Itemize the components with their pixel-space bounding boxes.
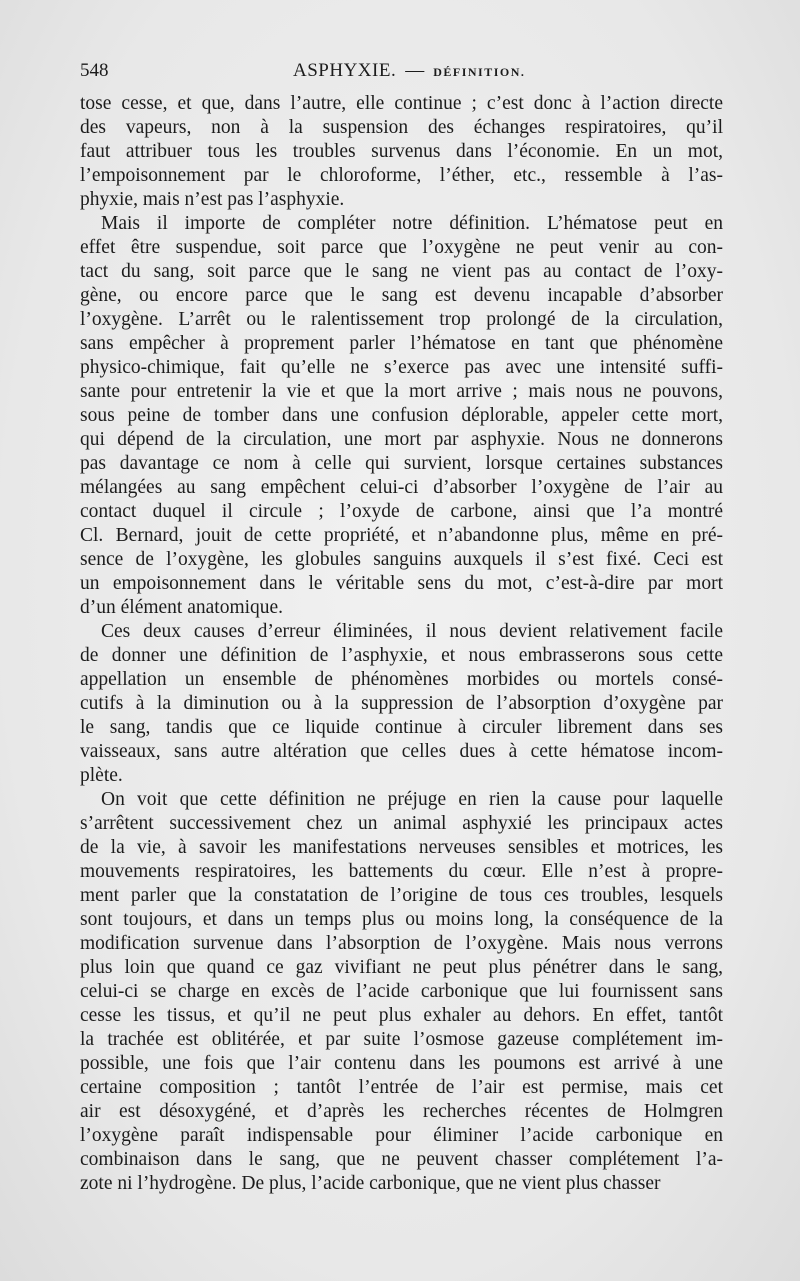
- text-line: cesse les tissus, et qu’il ne peut plus exhaler au dehors. En effet, tantôt: [80, 1005, 723, 1026]
- text-line: l’oxygène paraît indispensable pour éliminer l’acide carbonique en: [80, 1125, 723, 1146]
- text-line: mélangées au sang empêchent celui-ci d’absorber l’oxygène de l’air au: [80, 477, 723, 498]
- text-line: l’empoisonnement par le chloroforme, l’éther, etc., ressemble à l’as-: [80, 165, 723, 186]
- text-line: modification survenue dans l’absorption de l’oxygène. Mais nous verrons: [80, 933, 723, 954]
- text-line: un empoisonnement dans le véritable sens du mot, c’est-à-dire par mort: [80, 573, 723, 594]
- text-line: tact du sang, soit parce que le sang ne vient pas au contact de l’oxy-: [80, 261, 723, 282]
- running-title: ASPHYXIE.: [293, 60, 397, 81]
- text-line: Mais il importe de compléter notre définition. L’hématose peut en: [101, 213, 723, 234]
- text-line: de la vie, à savoir les manifestations nerveuses sensibles et motrices, les: [80, 837, 723, 858]
- text-line: sont toujours, et dans un temps plus ou moins long, la conséquence de la: [80, 909, 723, 930]
- text-line: cutifs à la diminution ou à la suppression de l’absorption d’oxygène par: [80, 693, 723, 714]
- text-line: sous peine de tomber dans une confusion déplorable, appeler cette mort,: [80, 405, 723, 426]
- running-section: DÉFINITION.: [433, 65, 526, 79]
- text-line: le sang, tandis que ce liquide continue à circuler librement dans ses: [80, 717, 723, 738]
- running-head: [293, 58, 525, 85]
- text-line: pas davantage ce nom à celle qui survient, lorsque certaines substances: [80, 453, 723, 474]
- text-line: sans empêcher à proprement parler l’hématose en tant que phénomène: [80, 333, 723, 354]
- text-line: physico-chimique, fait qu’elle ne s’exerce pas avec une intensité suffi-: [80, 357, 723, 378]
- paragraph: [80, 620, 723, 788]
- text-line: contact duquel il circule ; l’oxyde de carbone, ainsi que l’a montré: [80, 501, 723, 522]
- text-line: s’arrêtent successivement chez un animal asphyxié les principaux actes: [80, 813, 723, 834]
- body-text: [80, 92, 723, 1196]
- text-line: plète.: [80, 765, 123, 786]
- text-line: combinaison dans le sang, que ne peuvent chasser complétement l’a-: [80, 1149, 723, 1170]
- page-header: [80, 58, 725, 84]
- page-number: 548: [80, 60, 109, 81]
- text-line: de donner une définition de l’asphyxie, et nous embrasserons sous cette: [80, 645, 723, 666]
- text-line: gène, ou encore parce que le sang est devenu incapable d’absorber: [80, 285, 723, 306]
- text-line: appellation un ensemble de phénomènes morbides ou mortels consé-: [80, 669, 723, 690]
- text-line: ment parler que la constatation de l’origine de tous ces troubles, lesquels: [80, 885, 723, 906]
- paragraph: [80, 212, 723, 620]
- text-line: sence de l’oxygène, les globules sanguins auxquels il s’est fixé. Ceci est: [80, 549, 723, 570]
- text-line: effet être suspendue, soit parce que l’oxygène ne peut venir au con-: [80, 237, 723, 258]
- text-line: sante pour entretenir la vie et que la mort arrive ; mais nous ne pouvons,: [80, 381, 723, 402]
- text-line: vaisseaux, sans autre altération que celles dues à cette hématose incom-: [80, 741, 723, 762]
- paragraph: [80, 92, 723, 212]
- running-separator: —: [405, 60, 425, 81]
- text-line: la trachée est oblitérée, et par suite l’osmose gazeuse complétement im-: [80, 1029, 723, 1050]
- text-line: tose cesse, et que, dans l’autre, elle continue ; c’est donc à l’action directe: [80, 93, 723, 114]
- text-line: possible, une fois que l’air contenu dans les poumons est arrivé à une: [80, 1053, 723, 1074]
- text-line: Ces deux causes d’erreur éliminées, il nous devient relativement facile: [101, 621, 723, 642]
- text-line: faut attribuer tous les troubles survenus dans l’économie. En un mot,: [80, 141, 723, 162]
- text-line: des vapeurs, non à la suspension des échanges respiratoires, qu’il: [80, 117, 723, 138]
- text-line: phyxie, mais n’est pas l’asphyxie.: [80, 189, 345, 210]
- text-line: On voit que cette définition ne préjuge en rien la cause pour laquelle: [101, 789, 723, 810]
- text-line: l’oxygène. L’arrêt ou le ralentissement trop prolongé de la circulation,: [80, 309, 723, 330]
- text-line: certaine composition ; tantôt l’entrée de l’air est permise, mais cet: [80, 1077, 723, 1098]
- text-line: zote ni l’hydrogène. De plus, l’acide carbonique, que ne vient plus chasser: [80, 1173, 661, 1194]
- text-line: plus loin que quand ce gaz vivifiant ne peut plus pénétrer dans le sang,: [80, 957, 723, 978]
- text-line: celui-ci se charge en excès de l’acide carbonique que lui fournissent sans: [80, 981, 723, 1002]
- text-line: air est désoxygéné, et d’après les recherches récentes de Holmgren: [80, 1101, 723, 1122]
- paragraph: [80, 788, 723, 1196]
- text-line: mouvements respiratoires, les battements du cœur. Elle n’est à propre-: [80, 861, 723, 882]
- text-line: d’un élément anatomique.: [80, 597, 284, 618]
- text-line: qui dépend de la circulation, une mort par asphyxie. Nous ne donnerons: [80, 429, 723, 450]
- text-line: Cl. Bernard, jouit de cette propriété, et n’abandonne plus, même en pré-: [80, 525, 723, 546]
